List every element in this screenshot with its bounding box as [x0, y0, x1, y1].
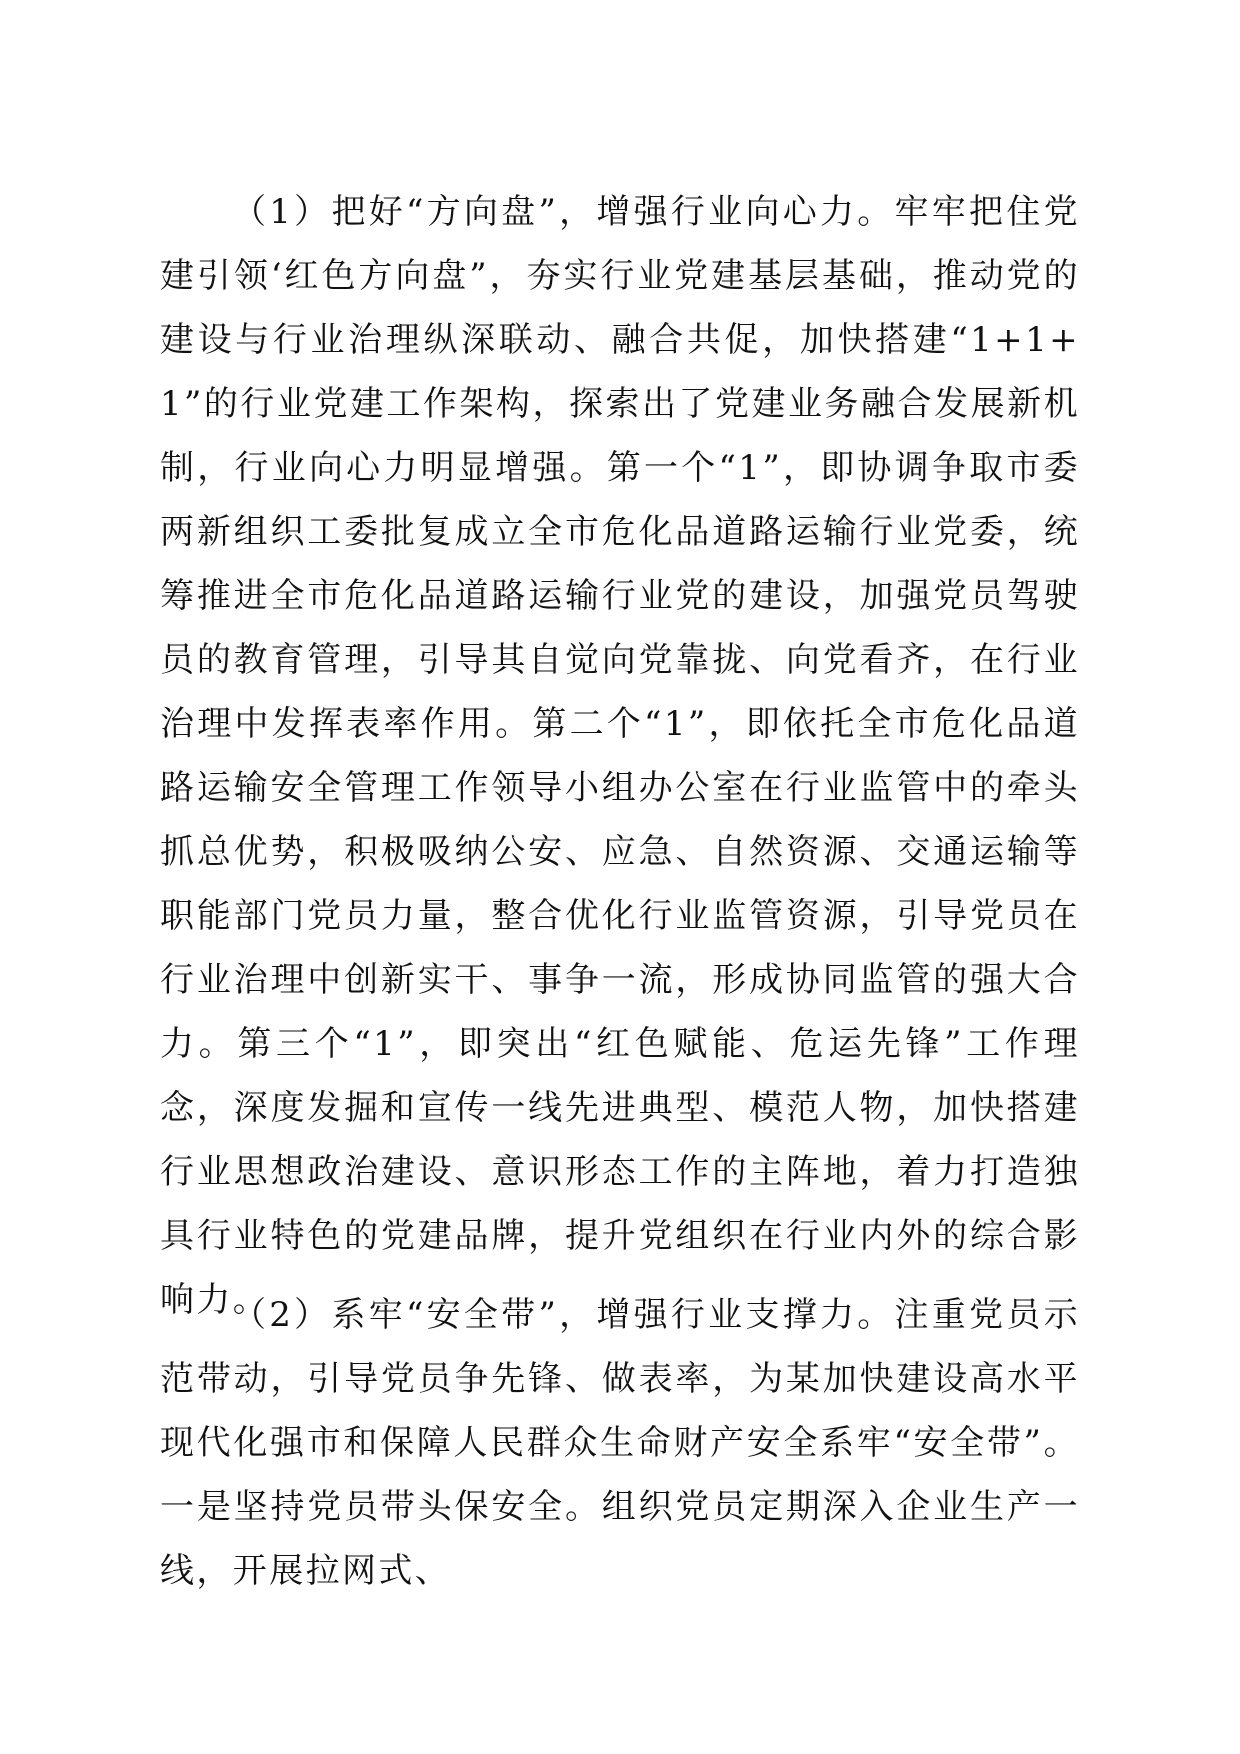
- paragraph-safety-belt: （2）系牢“安全带”，增强行业支撑力。注重党员示范带动，引导党员争先锋、做表率，为某加快建设高水平现代化强市和保障人民群众生命财产安全系牢“安全带”。一是坚持党员带头保安全。组织党员定期深入企业生产一线，开展拉网式、: [160, 1295, 1080, 1591]
- paragraph-direction-wheel: （1）把好“方向盘”，增强行业向心力。牢牢把住党建引领‘红色方向盘”，夯实行业党建基层基础，推动党的建设与行业治理纵深联动、融合共促，加快搭建“1+1+1”的行业党建工作架构，探索出了党建业务融合发展新机制，行业向心力明显增强。第一个“1”，即协调争取市委两新组织工委批复成立全市危化品道路运输行业党委，统筹推进全市危化品道路运输行业党的建设，加强党员驾驶员的教育管理，引导其自觉向党靠拢、向党看齐，在行业治理中发挥表率作用。第二个“1”，即依托全市危化品道路运输安全管理工作领导小组办公室在行业监管中的牵头抓总优势，积极吸纳公安、应急、自然资源、交通运输等职能部门党员力量，整合优化行业监管资源，引导党员在行业治理中创新实干、事争一流，形成协同监管的强大合力。第三个“1”，即突出“红色赋能、危运先锋”工作理念，深度发掘和宣传一线先进典型、模范人物，加快搭建行业思想政治建设、意识形态工作的主阵地，着力打造独具行业特色的党建品牌，提升党组织在行业内外的综合影响力。: [160, 192, 1080, 1320]
